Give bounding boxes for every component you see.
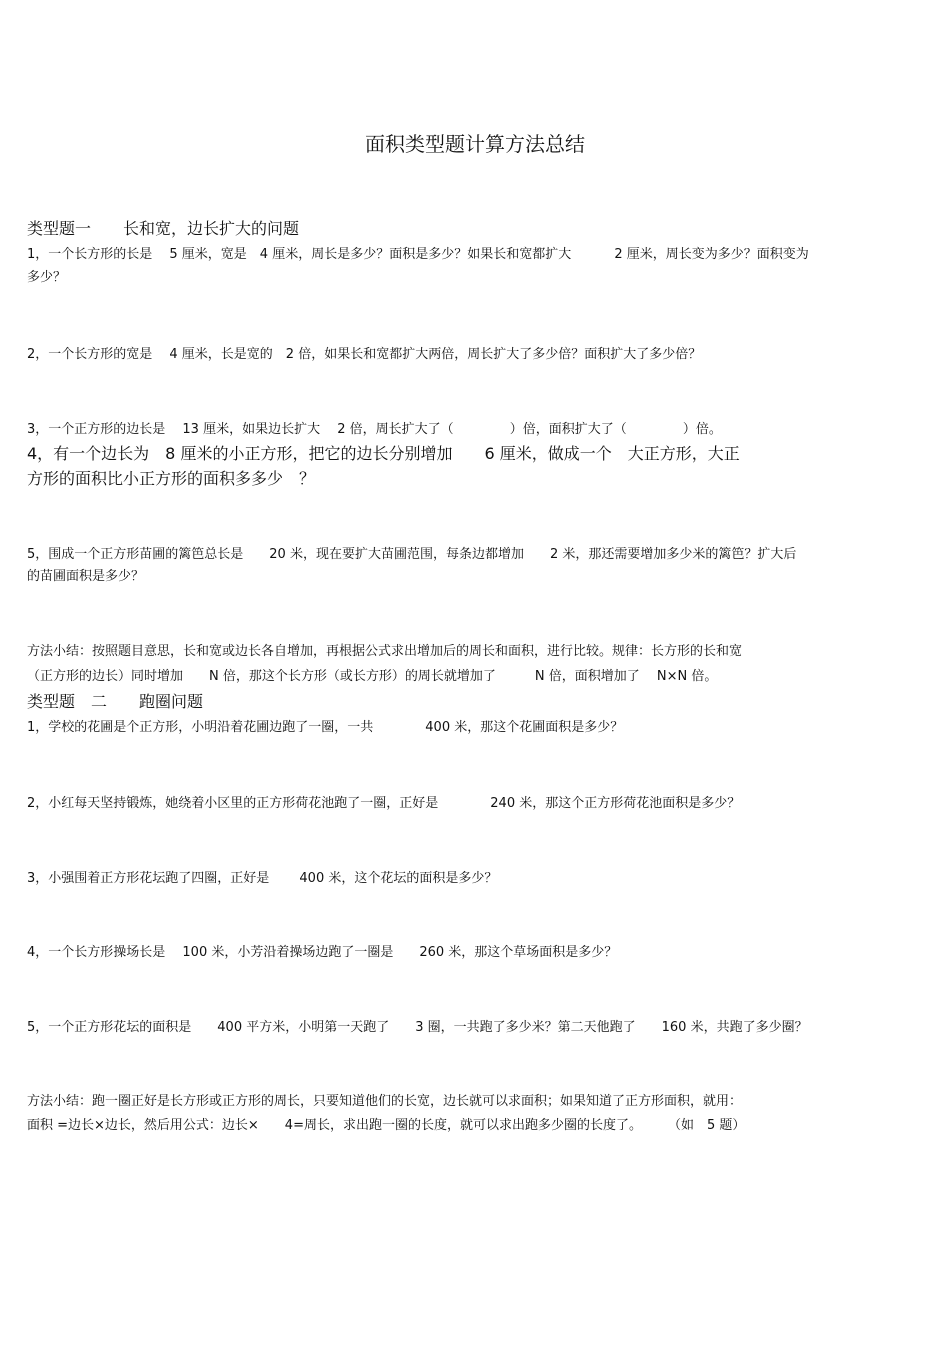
s2-question-5: 5，一个正方形花坛的面积是 400 平方米，小明第一天跑了 3 圈，一共跑了多少米？第二天他跑了 160 米，共跑了多少圈？ xyxy=(27,1020,808,1035)
s1-question-1-line1: 1，一个长方形的长是 5 厘米，宽是 4 厘米，周长是多少？面积是多少？如果长和宽都扩大 2 厘米，周长变为多少？面积变为 xyxy=(27,247,809,262)
section1-heading: 类型题一 长和宽，边长扩大的问题 xyxy=(27,219,300,238)
s1-question-2: 2，一个长方形的宽是 4 厘米，长是宽的 2 倍，如果长和宽都扩大两倍，周长扩大了多少倍？面积扩大了多少倍？ xyxy=(27,347,702,362)
s2-question-4: 4，一个长方形操场长是 100 米，小芳沿着操场边跑了一圈是 260 米，那这个草场面积是多少？ xyxy=(27,945,618,960)
s2-summary-line2: 面积 =边长×边长，然后用公式：边长× 4=周长，求出跑一圈的长度，就可以求出跑多少圈的长度了。 （如 5 题） xyxy=(27,1118,746,1133)
s2-summary-line1: 方法小结：跑一圈正好是长方形或正方形的周长，只要知道他们的长宽，边长就可以求面积；如果知道了正方形面积，就用： xyxy=(27,1094,743,1109)
s1-summary-line1: 方法小结：按照题目意思，长和宽或边长各自增加，再根据公式求出增加后的周长和面积，进行比较。规律：长方形的长和宽 xyxy=(27,644,743,659)
s1-question-5-line2: 的苗圃面积是多少？ xyxy=(27,569,145,584)
s2-question-1: 1，学校的花圃是个正方形，小明沿着花圃边跑了一圈，一共 400 米，那这个花圃面积是多少？ xyxy=(27,720,624,735)
s1-question-4-line1: 4，有一个边长为 8 厘米的小正方形，把它的边长分别增加 6 厘米，做成一个 大正方形，大正 xyxy=(27,444,740,463)
s1-question-3: 3，一个正方形的边长是 13 厘米，如果边长扩大 2 倍，周长扩大了（ ）倍，面积扩大了（ ）倍。 xyxy=(27,422,722,437)
s1-summary-line2: （正方形的边长）同时增加 N 倍，那这个长方形（或长方形）的周长就增加了 N 倍，面积增加了 N×N 倍。 xyxy=(27,669,718,684)
s2-question-2: 2，小红每天坚持锻炼，她绕着小区里的正方形荷花池跑了一圈，正好是 240 米，那这个正方形荷花池面积是多少？ xyxy=(27,796,741,811)
page-title: 面积类型题计算方法总结 xyxy=(365,132,585,156)
s1-question-1-line2: 多少？ xyxy=(27,270,67,285)
s1-question-5-line1: 5，围成一个正方形苗圃的篱笆总长是 20 米，现在要扩大苗圃范围，每条边都增加 2 米，那还需要增加多少米的篱笆？扩大后 xyxy=(27,547,797,562)
section2-heading: 类型题 二 跑圈问题 xyxy=(27,692,204,711)
s1-question-4-line2: 方形的面积比小正方形的面积多多少 ？ xyxy=(27,469,316,488)
s2-question-3: 3，小强围着正方形花坛跑了四圈，正好是 400 米，这个花坛的面积是多少？ xyxy=(27,871,498,886)
